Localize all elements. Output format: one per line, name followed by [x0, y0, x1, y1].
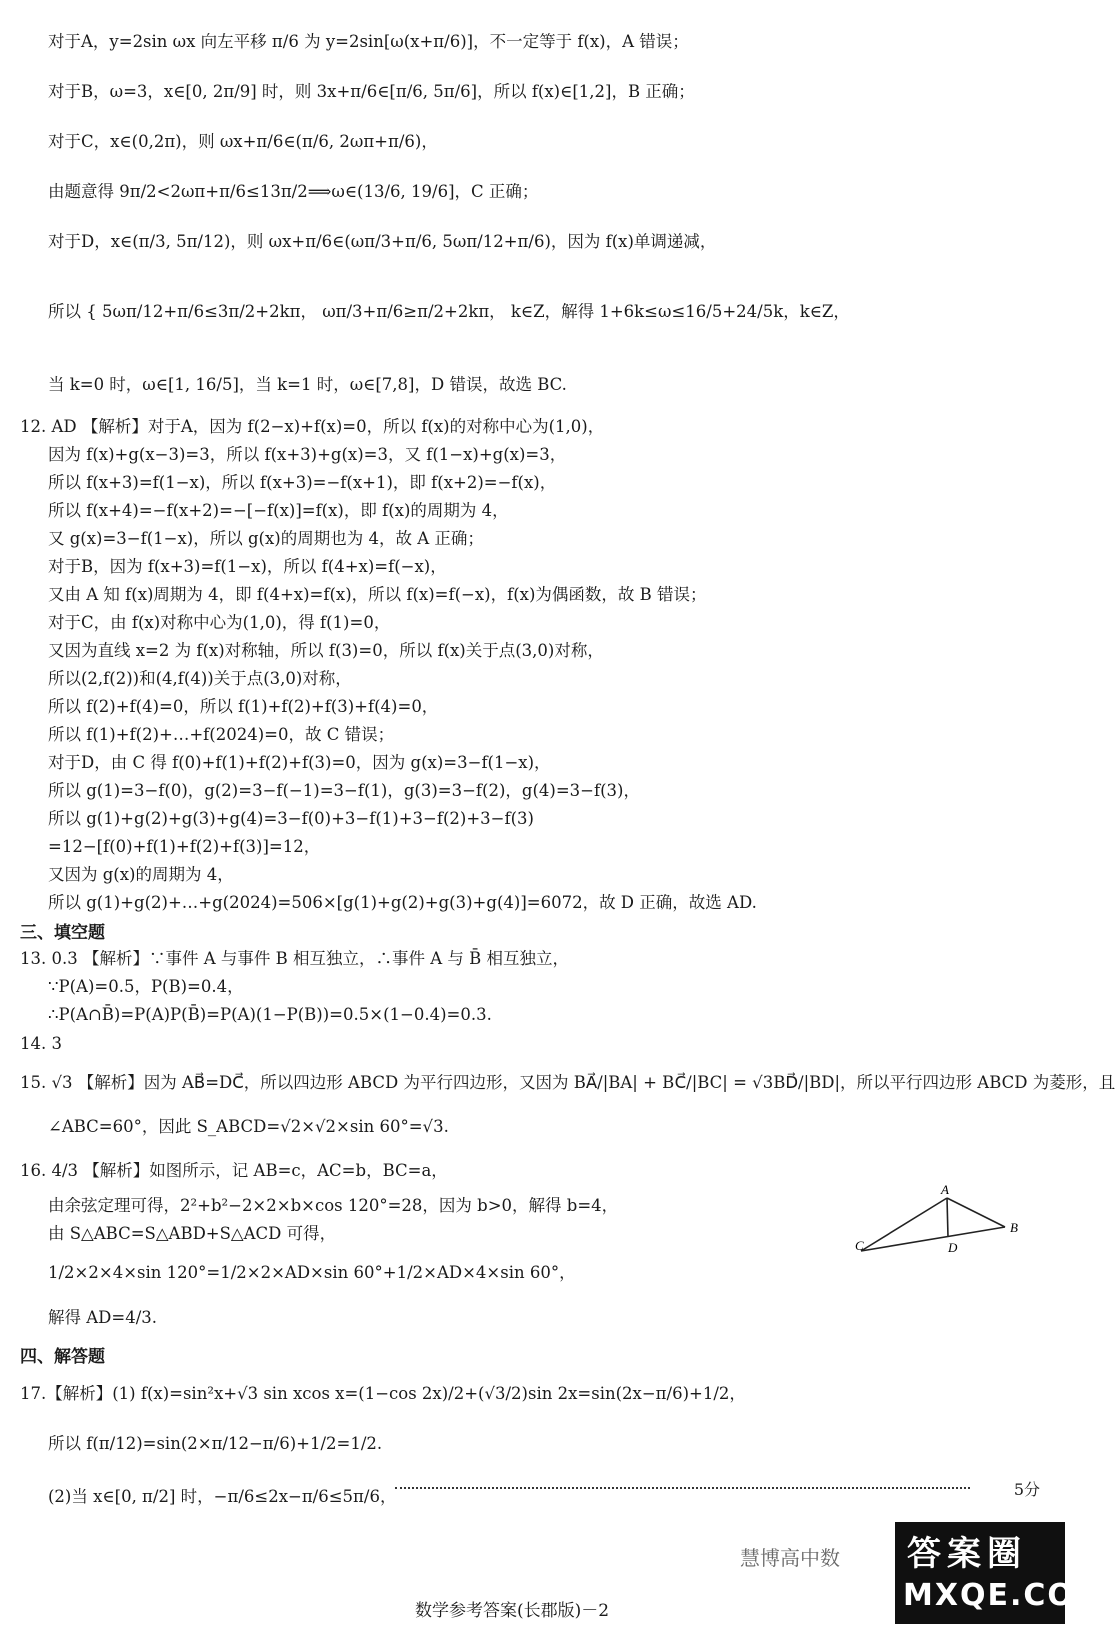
q12-line-3: 所以 f(x+3)=f(1−x)，所以 f(x+3)=−f(x+1)，即 f(x+2)=−f(x)， — [48, 473, 557, 492]
line-5: 对于D，x∈(π/3, 5π/12)，则 ωx+π/6∈(ωπ/3+π/6, 5ωπ/12+π/6)，因为 f(x)单调递减， — [48, 232, 717, 251]
q13-line-1: 13. 0.3 【解析】∵事件 A 与事件 B 相互独立，∴事件 A 与 B̄ 相互独立， — [20, 949, 570, 968]
q12-line-10: 所以(2,f(2))和(4,f(4))关于点(3,0)对称， — [48, 669, 352, 688]
logo-top-text: 答案圈 — [907, 1534, 1027, 1574]
q12-line-16: =12−[f(0)+f(1)+f(2)+f(3)]=12， — [48, 837, 321, 856]
line-6: 所以 { 5ωπ/12+π/6≤3π/2+2kπ， ωπ/3+π/6≥π/2+2kπ， k∈Z，解得 1+6k≤ω≤16/5+24/5k，k∈Z， — [48, 302, 850, 321]
watermark-text: 慧博高中数 — [740, 1546, 840, 1570]
q13-line-2: ∵P(A)=0.5，P(B)=0.4， — [48, 977, 244, 996]
q16-line-2: 由余弦定理可得，2²+b²−2×2×b×cos 120°=28，因为 b>0，解得 b=4， — [48, 1196, 619, 1215]
page-footer: 数学参考答案(长郡版)－2 — [415, 1601, 610, 1621]
segment-AB — [947, 1198, 1005, 1227]
q12-line-13: 对于D，由 C 得 f(0)+f(1)+f(2)+f(3)=0，因为 g(x)=3−f(1−x)， — [48, 753, 551, 772]
q12-line-12: 所以 f(1)+f(2)+…+f(2024)=0，故 C 错误； — [48, 725, 395, 744]
segment-AD — [947, 1198, 948, 1237]
section-solve: 四、解答题 — [20, 1347, 105, 1367]
q12-line-18: 所以 g(1)+g(2)+…+g(2024)=506×[g(1)+g(2)+g(3)+g(4)]=6072，故 D 正确，故选 AD. — [48, 893, 757, 912]
q12-line-17: 又因为 g(x)的周期为 4， — [48, 865, 234, 884]
section-fill-blank: 三、填空题 — [20, 923, 105, 943]
segment-CB — [861, 1227, 1005, 1251]
q17-line-3: (2)当 x∈[0, π/2] 时，−π/6≤2x−π/6≤5π/6， — [48, 1487, 397, 1506]
line-4: 由题意得 9π/2<2ωπ+π/6≤13π/2⟹ω∈(13/6, 19/6]，C 正确； — [48, 182, 539, 201]
q13-line-3: ∴P(A∩B̄)=P(A)P(B̄)=P(A)(1−P(B))=0.5×(1−0.4)=0.3. — [48, 1005, 492, 1024]
q12-line-4: 所以 f(x+4)=−f(x+2)=−[−f(x)]=f(x)，即 f(x)的周期为 4， — [48, 501, 509, 520]
q14-line: 14. 3 — [20, 1034, 62, 1053]
score-leader-dots — [395, 1487, 970, 1489]
site-logo — [895, 1522, 1107, 1624]
q17-line-2: 所以 f(π/12)=sin(2×π/12−π/6)+1/2=1/2. — [48, 1434, 383, 1453]
line-3: 对于C，x∈(0,2π)，则 ωx+π/6∈(π/6, 2ωπ+π/6)， — [48, 132, 438, 151]
score-label: 5分 — [1013, 1480, 1040, 1499]
q12-line-1: 12. AD 【解析】对于A，因为 f(2−x)+f(x)=0，所以 f(x)的对称中心为(1,0)， — [20, 417, 605, 436]
q12-line-6: 对于B，因为 f(x+3)=f(1−x)，所以 f(4+x)=f(−x)， — [48, 557, 447, 576]
label-C: C — [855, 1238, 864, 1253]
line-1: 对于A，y=2sin ωx 向左平移 π/6 为 y=2sin[ω(x+π/6)]，不一定等于 f(x)，A 错误； — [48, 32, 689, 51]
q12-line-15: 所以 g(1)+g(2)+g(3)+g(4)=3−f(0)+3−f(1)+3−f(2)+3−f(3) — [48, 809, 534, 828]
q16-line-3: 由 S△ABC=S△ABD+S△ACD 可得， — [48, 1224, 337, 1243]
triangle-figure — [855, 1180, 1055, 1300]
q15-line-2: ∠ABC=60°，因此 S_ABCD=√2×√2×sin 60°=√3. — [48, 1117, 449, 1136]
q12-line-2: 因为 f(x)+g(x−3)=3，所以 f(x+3)+g(x)=3，又 f(1−x)+g(x)=3， — [48, 445, 567, 464]
label-B: B — [1010, 1220, 1018, 1235]
q15-line-1: 15. √3 【解析】因为 AB⃗=DC⃗，所以四边形 ABCD 为平行四边形，又因为 BA⃗/|BA| + BC⃗/|BC| = √3BD⃗/|BD|，所以平行四边形 ABCD 为菱形，且 — [20, 1073, 1115, 1092]
q16-line-1: 16. 4/3 【解析】如图所示，记 AB=c，AC=b，BC=a， — [20, 1161, 448, 1180]
q12-line-11: 所以 f(2)+f(4)=0，所以 f(1)+f(2)+f(3)+f(4)=0， — [48, 697, 439, 716]
q12-line-7: 又由 A 知 f(x)周期为 4，即 f(4+x)=f(x)，所以 f(x)=f(−x)，f(x)为偶函数，故 B 错误； — [48, 585, 707, 604]
q12-line-14: 所以 g(1)=3−f(0)，g(2)=3−f(−1)=3−f(1)，g(3)=3−f(2)，g(4)=3−f(3)， — [48, 781, 640, 800]
q16-line-4: 1/2×2×4×sin 120°=1/2×2×AD×sin 60°+1/2×AD×4×sin 60°， — [48, 1263, 576, 1282]
label-A: A — [941, 1182, 949, 1197]
q16-line-5: 解得 AD=4/3. — [48, 1308, 158, 1327]
q12-line-8: 对于C，由 f(x)对称中心为(1,0)，得 f(1)=0， — [48, 613, 391, 632]
q12-line-9: 又因为直线 x=2 为 f(x)对称轴，所以 f(3)=0，所以 f(x)关于点(3,0)对称， — [48, 641, 604, 660]
logo-bottom-text: MXQE.COM — [903, 1578, 1107, 1613]
label-D: D — [948, 1240, 958, 1255]
q17-line-1: 17.【解析】(1) f(x)=sin²x+√3 sin xcos x=(1−cos 2x)/2+(√3/2)sin 2x=sin(2x−π/6)+1/2， — [20, 1384, 746, 1403]
line-7: 当 k=0 时，ω∈[1, 16/5]，当 k=1 时，ω∈[7,8]，D 错误，故选 BC. — [48, 375, 567, 394]
line-2: 对于B，ω=3，x∈[0, 2π/9] 时，则 3x+π/6∈[π/6, 5π/6]，所以 f(x)∈[1,2]，B 正确； — [48, 82, 695, 101]
q12-line-5: 又 g(x)=3−f(1−x)，所以 g(x)的周期也为 4，故 A 正确； — [48, 529, 484, 548]
